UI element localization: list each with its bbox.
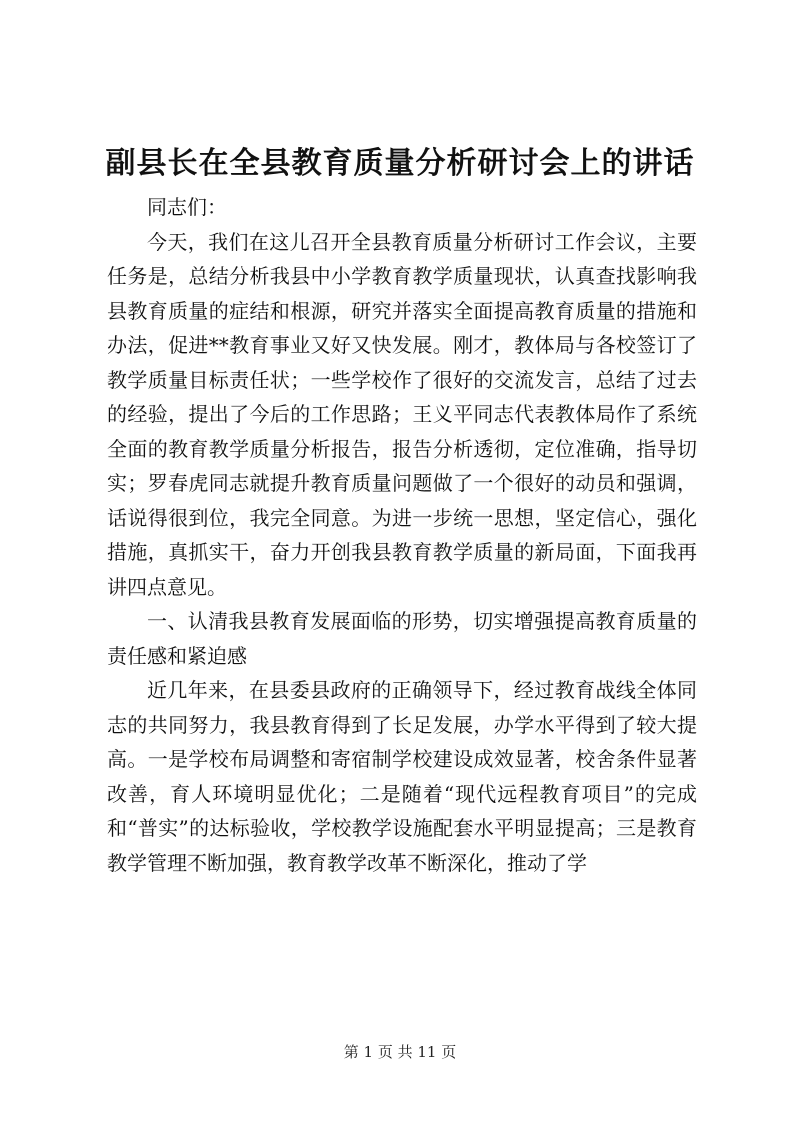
page-number-footer: 第 1 页 共 11 页 (343, 1043, 457, 1061)
salutation-paragraph: 同志们： (147, 195, 227, 219)
section-heading: 一、认清我县教育发展面临的形势，切实增强提高教育质量的责任感和紧迫感 (107, 609, 697, 668)
body-paragraph: 近几年来，在县委县政府的正确领导下，经过教育战线全体同志的共同努力，我县教育得到了长足发展，办学水平得到了较大提高。一是学校布局调整和寄宿制学校建设成效显著，校舍条件显著改善，育人环境明显优化；二是随着“现代远程教育项目”的完成和“普实”的达标验收，学校教学设施配套水平明显提高；三是教育教学管理不断加强，教育教学改革不断深化，推动了学 (107, 678, 697, 875)
opening-paragraph: 今天，我们在这儿召开全县教育质量分析研讨工作会议，主要任务是，总结分析我县中小学教育教学质量现状，认真查找影响我县教育质量的症结和根源，研究并落实全面提高教育质量的措施和办法，促进**教育事业又好又快发展。刚才，教体局与各校签订了教学质量目标责任状；一些学校作了很好的交流发言，总结了过去的经验，提出了今后的工作思路；王义平同志代表教体局作了系统全面的教育教学质量分析报告，报告分析透彻，定位准确，指导切实；罗春虎同志就提升教育质量问题做了一个很好的动员和强调，话说得很到位，我完全同意。为进一步统一思想，坚定信心，强化措施，真抓实干，奋力开创我县教育教学质量的新局面，下面我再讲四点意见。 (107, 229, 697, 599)
document-body (107, 190, 697, 880)
document-title: 副县长在全县教育质量分析研讨会上的讲话 (105, 146, 695, 181)
